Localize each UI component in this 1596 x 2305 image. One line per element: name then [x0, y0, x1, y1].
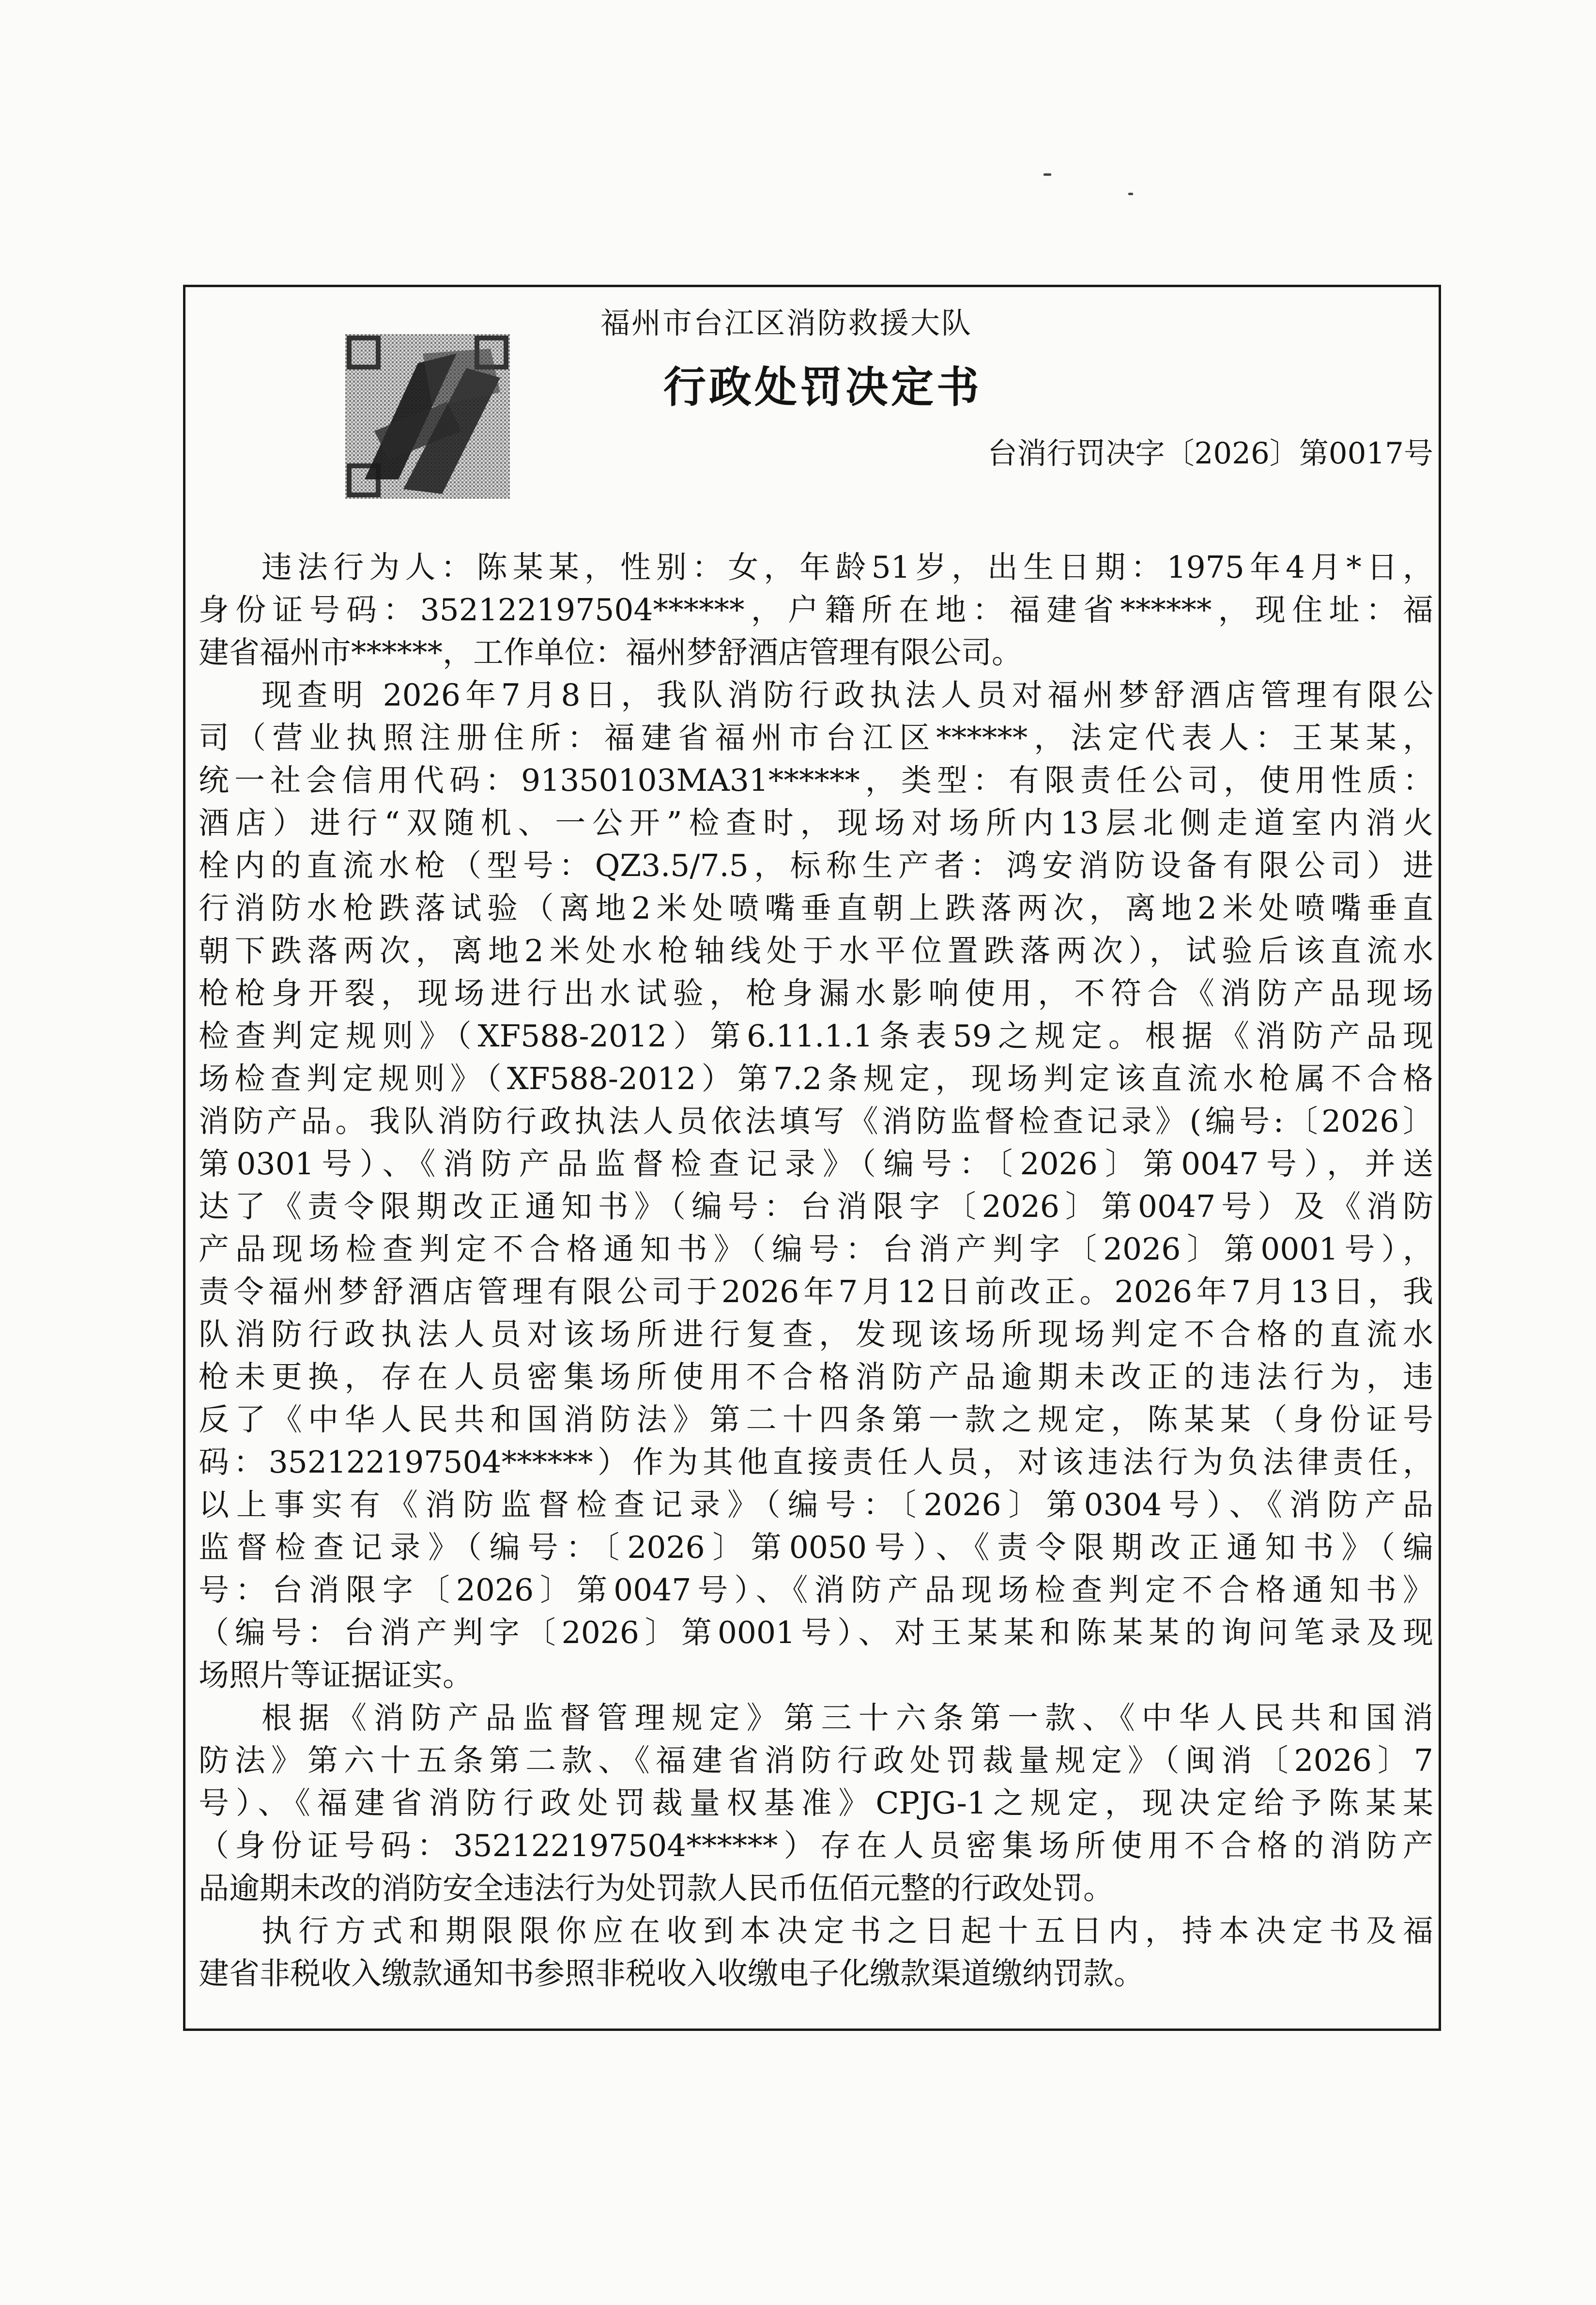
body-line: 消防产品。我队消防行政执法人员依法填写《消防监督检查记录》(编号:〔2026〕 — [199, 1104, 1433, 1139]
body-line: 朝下跌落两次，离地2米处水枪轴线处于水平位置跌落两次），试验后该直流水 — [199, 933, 1433, 968]
body-line: 号）、《福建省消防行政处罚裁量权基准》CPJG-1之规定，现决定给予陈某某 — [199, 1785, 1433, 1821]
document-title: 行政处罚决定书 — [663, 362, 982, 412]
body-line: 防法》第六十五条第二款、《福建省消防行政处罚裁量规定》（闽消〔2026〕7 — [199, 1743, 1433, 1778]
redacted-qr-code — [345, 334, 510, 499]
body-line: 建省非税收入缴款通知书参照非税收入收缴电子化缴款渠道缴纳罚款。 — [199, 1956, 1144, 1991]
scan-speck — [1044, 173, 1051, 176]
body-line: 品逾期未改的消防安全违法行为处罚款人民币伍佰元整的行政处罚。 — [199, 1871, 1114, 1906]
body-line: 身份证号码：352122197504******，户籍所在地：福建省******，现住址：福 — [199, 592, 1433, 628]
body-line: 场检查判定规则》（XF588-2012）第7.2条规定，现场判定该直流水枪属不合格 — [199, 1061, 1433, 1096]
document-number: 台消行罚决字〔2026〕第0017号 — [987, 436, 1433, 471]
body-line: 违法行为人：陈某某，性别：女，年龄51岁，出生日期：1975年4月*日， — [261, 550, 1433, 585]
body-line: 根据《消防产品监督管理规定》第三十六条第一款、《中华人民共和国消 — [261, 1700, 1433, 1736]
body-line: 统一社会信用代码：91350103MA31******，类型：有限责任公司，使用性质： — [199, 763, 1433, 798]
body-line: 场照片等证据证实。 — [199, 1658, 473, 1693]
body-line: 反了《中华人民共和国消防法》第二十四条第一款之规定，陈某某（身份证号 — [199, 1402, 1433, 1437]
scan-speck — [1128, 193, 1133, 195]
body-line: 号：台消限字〔2026〕第0047号）、《消防产品现场检查判定不合格通知书》 — [199, 1572, 1433, 1608]
body-line: 现查明 2026年7月8日，我队消防行政执法人员对福州梦舒酒店管理有限公 — [261, 677, 1433, 713]
body-line: 酒店）进行“双随机、一公开”检查时，现场对场所内13层北侧走道室内消火 — [199, 805, 1433, 841]
agency-name: 福州市台江区消防救援大队 — [600, 306, 973, 340]
body-line: 码：352122197504******）作为其他直接责任人员，对该违法行为负法律责任， — [199, 1444, 1433, 1480]
body-line: 枪枪身开裂，现场进行出水试验，枪身漏水影响使用，不符合《消防产品现场 — [199, 976, 1433, 1011]
body-line: （身份证号码：352122197504******）存在人员密集场所使用不合格的消防产 — [199, 1828, 1433, 1863]
body-line: 建省福州市******，工作单位：福州梦舒酒店管理有限公司。 — [199, 635, 1022, 670]
body-line: 达了《责令限期改正通知书》（编号：台消限字〔2026〕第0047号）及《消防 — [199, 1189, 1433, 1224]
body-line: 栓内的直流水枪（型号：QZ3.5/7.5，标称生产者：鸿安消防设备有限公司）进 — [199, 848, 1433, 883]
body-line: 枪未更换，存在人员密集场所使用不合格消防产品逾期未改正的违法行为，违 — [199, 1359, 1433, 1395]
body-line: 队消防行政执法人员对该场所进行复查，发现该场所现场判定不合格的直流水 — [199, 1317, 1433, 1352]
body-line: 司（营业执照注册住所：福建省福州市台江区******，法定代表人：王某某， — [199, 720, 1433, 755]
body-line: 产品现场检查判定不合格通知书》（编号：台消产判字〔2026〕第0001号）， — [199, 1231, 1433, 1267]
body-line: 以上事实有《消防监督检查记录》（编号：〔2026〕第0304号）、《消防产品 — [199, 1487, 1433, 1522]
body-line: 第0301号）、《消防产品监督检查记录》（编号：〔2026〕第0047号），并送 — [199, 1146, 1433, 1182]
body-line: 责令福州梦舒酒店管理有限公司于2026年7月12日前改正。2026年7月13日，我 — [199, 1274, 1433, 1309]
body-line: 行消防水枪跌落试验（离地2米处喷嘴垂直朝上跌落两次，离地2米处喷嘴垂直 — [199, 891, 1433, 926]
body-line: 执行方式和期限限你应在收到本决定书之日起十五日内，持本决定书及福 — [261, 1913, 1433, 1949]
body-line: （编号：台消产判字〔2026〕第0001号）、对王某某和陈某某的询问笔录及现 — [199, 1615, 1433, 1650]
body-line: 监督检查记录》（编号：〔2026〕第0050号）、《责令限期改正通知书》（编 — [199, 1530, 1433, 1565]
body-line: 检查判定规则》（XF588-2012）第6.11.1.1条表59之规定。根据《消防产品现 — [199, 1018, 1433, 1054]
